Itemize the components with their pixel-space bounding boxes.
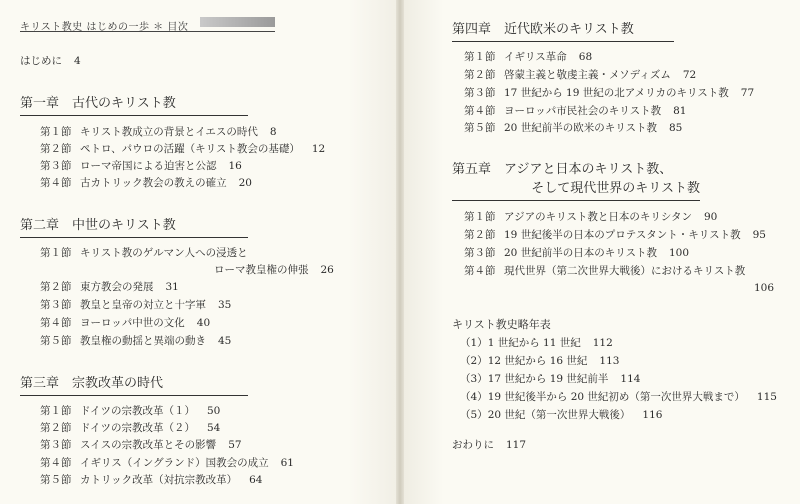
- chronology-label: 12 世紀から 16 世紀: [487, 355, 588, 367]
- chapter-3-title: 第三章 宗教改革の時代: [20, 376, 248, 396]
- section-page: 72: [682, 69, 697, 81]
- section-title: ローマ帝国による迫害と公認: [80, 160, 217, 172]
- toc-entry: [40, 456, 294, 470]
- section-title: アジアのキリスト教と日本のキリシタン: [504, 211, 692, 223]
- toc-intro: [20, 54, 81, 68]
- section-title: 教皇と皇帝の対立と十字軍: [80, 299, 206, 311]
- chapter-4-title: 第四章 近代欧米のキリスト教: [452, 22, 674, 42]
- chronology-label: 17 世紀から 19 世紀前半: [487, 373, 609, 385]
- toc-entry: [40, 142, 325, 156]
- section-page: 35: [218, 299, 232, 311]
- section-number: 第２節: [40, 281, 72, 293]
- section-number: 第５節: [40, 335, 72, 347]
- section-title: 17 世紀から 19 世紀の北アメリカのキリスト教: [504, 87, 729, 99]
- toc-entry: [464, 121, 682, 135]
- section-page: 57: [228, 439, 242, 451]
- section-page: 54: [206, 422, 221, 434]
- section-number: 第３節: [40, 160, 72, 172]
- section-title: 東方教会の発展: [80, 281, 154, 293]
- toc-entry: [40, 316, 210, 330]
- section-number: 第２節: [464, 229, 496, 241]
- toc-entry: [464, 228, 766, 242]
- toc-entry-page-continuation: [754, 281, 774, 295]
- section-number: 第４節: [464, 265, 496, 277]
- section-number: 第２節: [40, 143, 72, 155]
- section-number: 第３節: [464, 87, 496, 99]
- toc-entry: [40, 298, 231, 312]
- section-page: 8: [269, 126, 277, 138]
- toc-entry: [40, 176, 252, 190]
- chronology-label: 1 世紀から 11 世紀: [487, 337, 581, 349]
- section-number: 第５節: [464, 122, 496, 134]
- intro-page: 4: [74, 55, 81, 67]
- running-head-bar: [200, 17, 275, 27]
- chapter-2-title: 第二章 中世のキリスト教: [20, 218, 248, 238]
- section-title-continued: ローマ教皇権の伸張: [214, 264, 309, 276]
- section-number: 第２節: [464, 69, 496, 81]
- right-page: [404, 0, 800, 504]
- section-title: ドイツの宗教改革（２）: [80, 422, 195, 434]
- toc-entry: [464, 50, 592, 64]
- section-page: 106: [754, 282, 775, 294]
- chronology-item: [460, 354, 619, 368]
- chronology-item: [460, 372, 640, 386]
- section-page: 20: [238, 177, 252, 189]
- chronology-page: 112: [592, 337, 613, 349]
- section-page: 100: [669, 247, 690, 259]
- section-number: 第４節: [40, 457, 72, 469]
- section-title: ドイツの宗教改革（１）: [80, 405, 195, 417]
- book-gutter: [396, 0, 404, 504]
- chronology-number: （3）: [460, 373, 488, 385]
- section-number: 第３節: [40, 299, 72, 311]
- chronology-label: 19 世紀後半から 20 世紀初め（第一次世界大戦まで）: [487, 391, 745, 403]
- section-page: 90: [703, 211, 718, 223]
- section-number: 第１節: [40, 126, 72, 138]
- section-page: 50: [206, 405, 221, 417]
- section-title: 古カトリック教会の教えの確立: [80, 177, 227, 189]
- outro-label: おわりに: [452, 439, 494, 451]
- section-number: 第４節: [40, 317, 72, 329]
- chronology-item: [460, 408, 662, 422]
- toc-entry: [464, 210, 717, 224]
- chronology-page: 116: [642, 409, 663, 421]
- section-page: 95: [752, 229, 766, 241]
- section-number: 第３節: [464, 247, 496, 259]
- toc-entry: [40, 280, 179, 294]
- section-page: 45: [218, 335, 232, 347]
- section-title: 教皇権の動揺と異端の動き: [80, 335, 206, 347]
- toc-entry: [40, 159, 242, 173]
- section-page: 81: [673, 105, 687, 117]
- section-page: 77: [740, 87, 755, 99]
- section-page: 26: [320, 264, 334, 276]
- section-page: 40: [196, 317, 211, 329]
- chronology-number: （5）: [460, 409, 488, 421]
- section-page: 61: [280, 457, 294, 469]
- section-page: 12: [311, 143, 326, 155]
- section-number: 第２節: [40, 422, 72, 434]
- chronology-item: [460, 336, 613, 350]
- toc-entry: [464, 246, 689, 260]
- section-page: 16: [228, 160, 242, 172]
- section-number: 第４節: [40, 177, 72, 189]
- toc-entry: [40, 404, 220, 418]
- section-number: 第１節: [40, 405, 72, 417]
- section-number: 第５節: [40, 474, 72, 486]
- toc-entry: [40, 421, 220, 435]
- toc-entry: [40, 246, 248, 260]
- chronology-page: 113: [599, 355, 620, 367]
- chronology-number: （1）: [460, 337, 488, 349]
- toc-entry-continuation: [214, 263, 334, 277]
- toc-entry: [40, 334, 231, 348]
- running-head: [20, 15, 275, 32]
- left-page: [0, 0, 396, 504]
- section-title: ペトロ、パウロの活躍（キリスト教会の基礎）: [80, 143, 300, 155]
- chronology-number: （2）: [460, 355, 488, 367]
- intro-label: はじめに: [20, 55, 62, 67]
- chapter-5-title-continued: そして現代世界のキリスト教: [452, 181, 700, 201]
- toc-entry: [464, 68, 696, 82]
- section-title: ヨーロッパ市民社会のキリスト教: [504, 105, 662, 117]
- chronology-item: [460, 390, 777, 404]
- section-title: キリスト教成立の背景とイエスの時代: [80, 126, 258, 138]
- toc-entry: [40, 125, 277, 139]
- section-title: キリスト教のゲルマン人への浸透と: [80, 247, 248, 259]
- chapter-5-title: 第五章 アジアと日本のキリスト教、: [452, 162, 673, 177]
- section-title: 20 世紀前半の欧米のキリスト教: [504, 122, 657, 134]
- section-page: 64: [249, 474, 263, 486]
- section-page: 31: [165, 281, 179, 293]
- section-number: 第４節: [464, 105, 496, 117]
- toc-entry: [464, 104, 686, 118]
- chapter-1-title: 第一章 古代のキリスト教: [20, 96, 248, 116]
- section-number: 第３節: [40, 439, 72, 451]
- outro-page: 117: [506, 439, 527, 451]
- chronology-number: （4）: [460, 391, 488, 403]
- section-title: スイスの宗教改革とその影響: [80, 439, 217, 451]
- section-number: 第１節: [464, 211, 496, 223]
- section-page: 68: [578, 51, 593, 63]
- toc-entry: [40, 473, 262, 487]
- section-title: 19 世紀後半の日本のプロテスタント・キリスト教: [504, 229, 741, 241]
- toc-entry: [464, 86, 754, 100]
- chronology-page: 115: [756, 391, 777, 403]
- section-title: 現代世界（第二次世界大戦後）におけるキリスト教: [504, 265, 746, 277]
- toc-entry: [464, 264, 745, 278]
- section-title: カトリック改革（対抗宗教改革）: [80, 474, 238, 486]
- section-title: イギリス革命: [504, 51, 567, 63]
- running-head-text: キリスト教史 はじめの一歩 ＊ 目次: [20, 22, 189, 33]
- section-title: ヨーロッパ中世の文化: [80, 317, 185, 329]
- toc-entry: [40, 438, 242, 452]
- section-page: 85: [669, 122, 683, 134]
- section-number: 第１節: [464, 51, 496, 63]
- section-number: 第１節: [40, 247, 72, 259]
- section-title: 20 世紀前半の日本のキリスト教: [504, 247, 657, 259]
- section-title: イギリス（イングランド）国教会の成立: [80, 457, 269, 469]
- section-title: 啓蒙主義と敬虔主義・メソディズム: [504, 69, 671, 81]
- chronology-label: 20 世紀（第一次世界大戦後）: [487, 409, 631, 421]
- toc-outro: [452, 438, 526, 452]
- chronology-title: キリスト教史略年表: [452, 318, 551, 331]
- chronology-page: 114: [620, 373, 641, 385]
